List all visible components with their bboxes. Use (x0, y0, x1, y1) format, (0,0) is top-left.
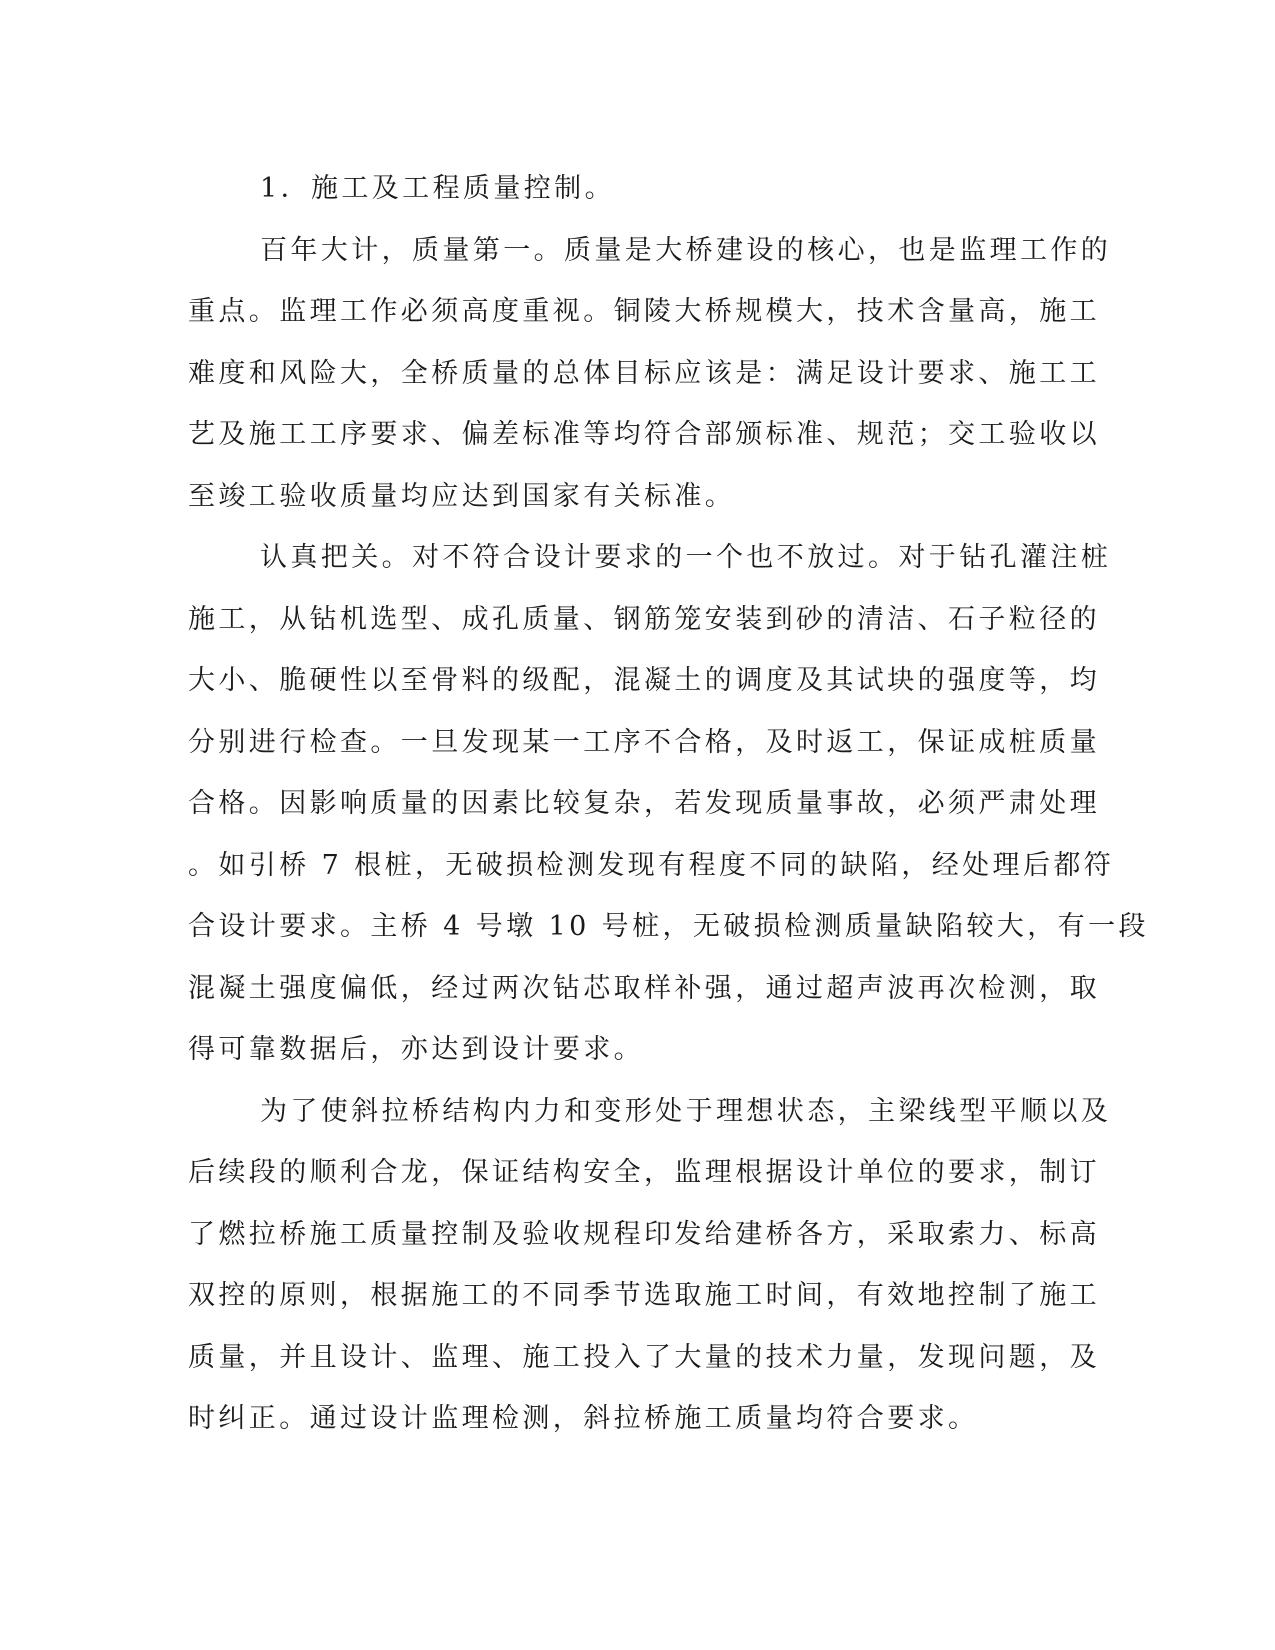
paragraph-3-line-6: 时纠正。通过设计监理检测，斜拉桥施工质量均符合要求。 (188, 1403, 979, 1434)
paragraph-1-line-2: 重点。监理工作必须高度重视。铜陵大桥规模大，技术含量高，施工 (188, 296, 1100, 327)
paragraph-3-line-3: 了燃拉桥施工质量控制及验收规程印发给建桥各方，采取索力、标高 (188, 1218, 1100, 1250)
paragraph-3-line-5: 质量，并且设计、监理、施工投入了大量的技术力量，发现问题，及 (188, 1341, 1100, 1373)
paragraph-2-line-9: 得可靠数据后，亦达到设计要求。 (188, 1034, 644, 1065)
paragraph-2-line-4: 分别进行检查。一旦发现某一工序不合格，及时返工，保证成桩质量 (188, 726, 1100, 758)
paragraph-3-line-1: 为了使斜拉桥结构内力和变形处于理想状态，主梁线型平顺以及 (260, 1095, 1112, 1127)
paragraph-2-line-8: 混凝土强度偏低，经过两次钻芯取样补强，通过超声波再次检测，取 (188, 972, 1100, 1004)
paragraph-1-line-1: 百年大计，质量第一。质量是大桥建设的核心，也是监理工作的 (260, 234, 1112, 266)
document-body (188, 158, 1149, 1450)
paragraph-1-line-3: 难度和风险大，全桥质量的总体目标应该是：满足设计要求、施工工 (188, 357, 1100, 389)
paragraph-3-line-2: 后续段的顺利合龙，保证结构安全，监理根据设计单位的要求，制订 (188, 1157, 1100, 1188)
paragraph-2-line-6: 。如引桥 7 根桩，无破损检测发现有程度不同的缺陷，经处理后都符 (188, 849, 1115, 881)
section-heading: 1．施工及工程质量控制。 (260, 173, 615, 204)
paragraph-1-line-4: 艺及施工工序要求、偏差标准等均符合部颁标准、规范；交工验收以 (188, 419, 1100, 450)
paragraph-2-line-7: 合设计要求。主桥 4 号墩 10 号桩，无破损检测质量缺陷较大，有一段 (188, 911, 1149, 942)
paragraph-2-line-3: 大小、脆硬性以至骨料的级配，混凝土的调度及其试块的强度等，均 (188, 665, 1100, 696)
paragraph-3-line-4: 双控的原则，根据施工的不同季节选取施工时间，有效地控制了施工 (188, 1280, 1100, 1311)
paragraph-2-line-1: 认真把关。对不符合设计要求的一个也不放过。对于钻孔灌注桩 (260, 542, 1112, 573)
paragraph-1-line-5: 至竣工验收质量均应达到国家有关标准。 (188, 480, 736, 512)
paragraph-2-line-5: 合格。因影响质量的因素比较复杂，若发现质量事故，必须严肃处理 (188, 788, 1100, 819)
paragraph-2-line-2: 施工，从钻机选型、成孔质量、钢筋笼安装到砂的清洁、石子粒径的 (188, 603, 1100, 635)
